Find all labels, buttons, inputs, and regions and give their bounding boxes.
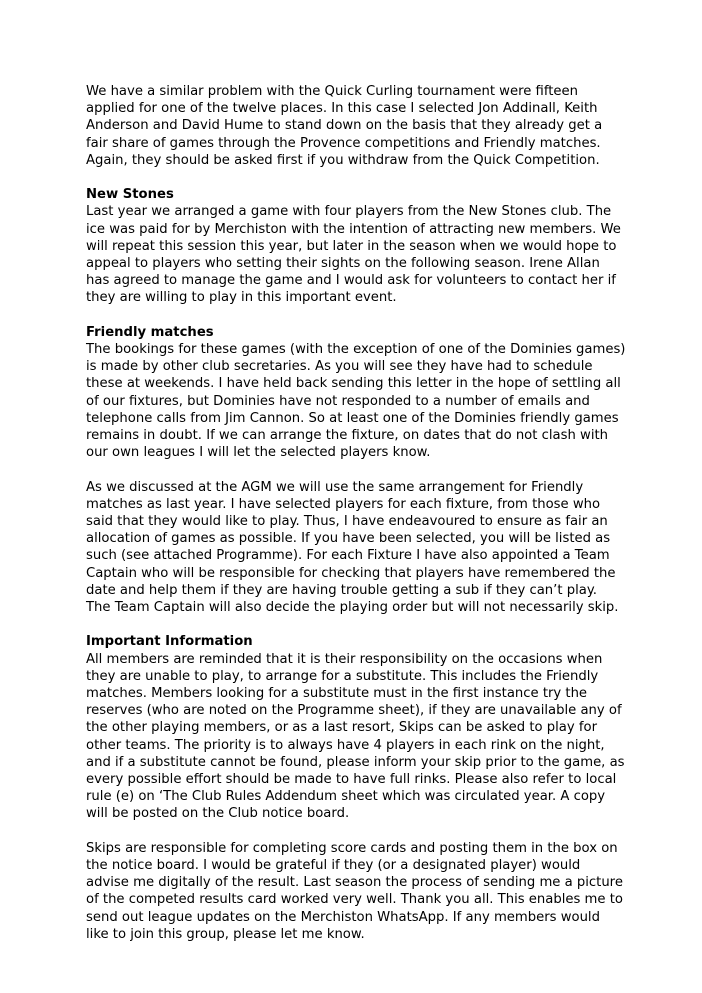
heading-important-information: Important Information xyxy=(86,634,253,650)
paragraph-quick-curling: We have a similar problem with the Quick Curling tournament were fifteen applied for one of the twelve places. In this case I selected Jon Addinall, Keith Anderson and David Hume to stand down on the basis that they already get a fair share of games through the Provence competitions and Friendly matches. Again, they should be asked first if you withdraw from the Quick Competition. xyxy=(86,84,603,168)
paragraph-skips-score-cards: Skips are responsible for completing score cards and posting them in the box on the notice board. I would be grateful if they (or a designated player) would advise me digitally of the result. Last season the process of sending me a picture of the competed results card worked very well. Thank you all. This enables me to send out league updates on the Merchiston WhatsApp. If any members would like to join this group, please let me know. xyxy=(86,840,623,942)
document-page xyxy=(86,83,626,943)
paragraph-spacer xyxy=(86,307,626,324)
paragraph-friendly-arrangement: As we discussed at the AGM we will use the same arrangement for Friendly matches as last year. I have selected players for each fixture, from those who said that they would like to play. Thus, I have endeavoured to ensure as fair an allocation of games as possible. If you have been selected, you will be listed as such (see attached Programme). For each Fixture I have also appointed a Team Captain who will be responsible for checking that players have remembered the date and help them if they are having trouble getting a sub if they can’t play. The Team Captain will also decide the playing order but will not necessarily skip. xyxy=(86,479,619,616)
paragraph-important-information: All members are reminded that it is their responsibility on the occasions when they are unable to play, to arrange for a substitute. This includes the Friendly matches. Members looking for a substitute must in the first instance try the reserves (who are noted on the Programme sheet), if they are unavailable any of the other playing members, or as a last resort, Skips can be asked to play for other teams. The priority is to always have 4 players in each rink on the night, and if a substitute cannot be found, please inform your skip prior to the game, as every possible effort should be made to have full rinks. Please also refer to local rule (e) on ‘The Club Rules Addendum sheet which was circulated year. A copy will be posted on the Club notice board. xyxy=(86,651,625,822)
heading-friendly-matches: Friendly matches xyxy=(86,324,214,340)
paragraph-spacer xyxy=(86,616,626,633)
paragraph-new-stones: Last year we arranged a game with four players from the New Stones club. The ice was paid for by Merchiston with the intention of attracting new members. We will repeat this session this year, but later in the season when we would hope to appeal to players who setting their sights on the following season. Irene Allan has agreed to manage the game and I would ask for volunteers to contact her if they are willing to play in this important event. xyxy=(86,204,621,306)
paragraph-spacer xyxy=(86,823,626,840)
paragraph-spacer xyxy=(86,461,626,478)
paragraph-friendly-bookings: The bookings for these games (with the exception of one of the Dominies games) is made by other club secretaries. As you will see they have had to schedule these at weekends. I have held back sending this letter in the hope of settling all of our fixtures, but Dominies have not responded to a number of emails and telephone calls from Jim Cannon. So at least one of the Dominies friendly games remains in doubt. If we can arrange the fixture, on dates that do not clash with our own leagues I will let the selected players know. xyxy=(86,342,626,461)
paragraph-spacer xyxy=(86,169,626,186)
heading-new-stones: New Stones xyxy=(86,187,174,203)
